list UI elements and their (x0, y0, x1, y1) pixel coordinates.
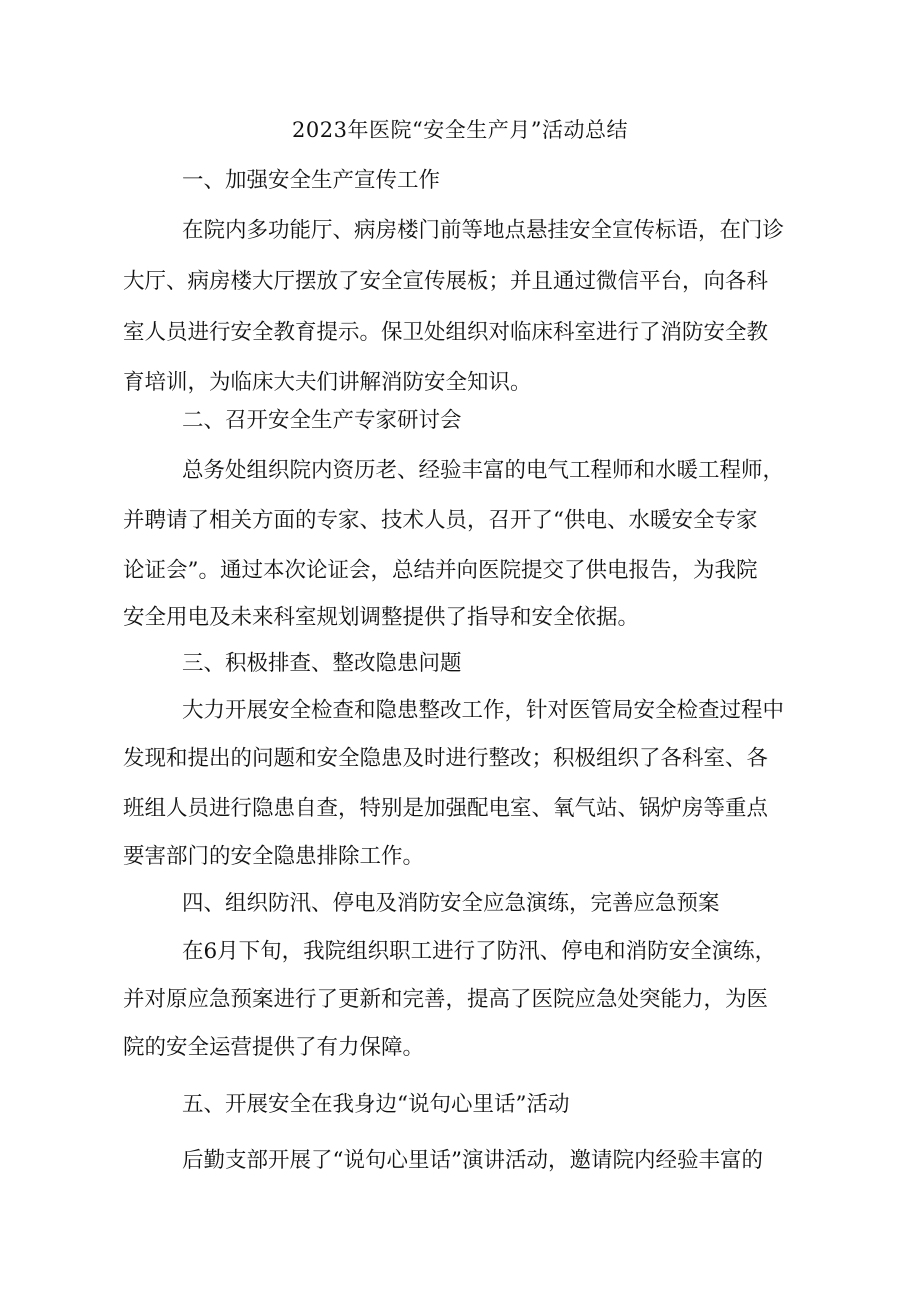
paragraph-line: 论证会”。通过本次论证会，总结并向医院提交了供电报告，为我院 (123, 558, 758, 583)
paragraph-line: 院的安全运营提供了有力保障。 (123, 1035, 425, 1060)
section-heading-5: 五、开展安全在我身边“说句心里话”活动 (182, 1092, 570, 1117)
paragraph-line: 后勤支部开展了“说句心里话”演讲活动，邀请院内经验丰富的 (182, 1148, 763, 1173)
paragraph-line: 室人员进行安全教育提示。保卫处组织对临床科室进行了消防安全教 (123, 320, 769, 345)
paragraph-line: 并对原应急预案进行了更新和完善，提高了医院应急处突能力，为医 (123, 987, 769, 1012)
paragraph-line: 育培训，为临床大夫们讲解消防安全知识。 (123, 370, 532, 395)
paragraph-line: 班组人员进行隐患自查，特别是加强配电室、氧气站、锅炉房等重点 (123, 796, 769, 821)
paragraph-line: 安全用电及未来科室规划调整提供了指导和安全依据。 (123, 605, 640, 630)
paragraph-line: 要害部门的安全隐患排除工作。 (123, 844, 425, 869)
section-heading-4: 四、组织防汛、停电及消防安全应急演练，完善应急预案 (182, 891, 720, 916)
paragraph-line: 总务处组织院内资历老、经验丰富的电气工程师和水暖工程师， (182, 458, 785, 483)
section-heading-2: 二、召开安全生产专家研讨会 (182, 408, 462, 433)
document-title: 2023年医院“安全生产月”活动总结 (292, 118, 628, 142)
paragraph-line: 大力开展安全检查和隐患整改工作，针对医管局安全检查过程中 (182, 698, 785, 723)
paragraph-line: 在6月下旬，我院组织职工进行了防汛、停电和消防安全演练， (182, 939, 777, 964)
paragraph-line: 发现和提出的问题和安全隐患及时进行整改；积极组织了各科室、各 (123, 746, 769, 771)
section-heading-3: 三、积极排查、整改隐患问题 (182, 651, 462, 676)
section-heading-1: 一、加强安全生产宣传工作 (182, 168, 441, 193)
paragraph-line: 在院内多功能厅、病房楼门前等地点悬挂安全宣传标语，在门诊 (182, 218, 785, 243)
paragraph-line: 大厅、病房楼大厅摆放了安全宣传展板；并且通过微信平台，向各科 (123, 269, 769, 294)
paragraph-line: 并聘请了相关方面的专家、技术人员，召开了“供电、水暖安全专家 (123, 508, 758, 533)
